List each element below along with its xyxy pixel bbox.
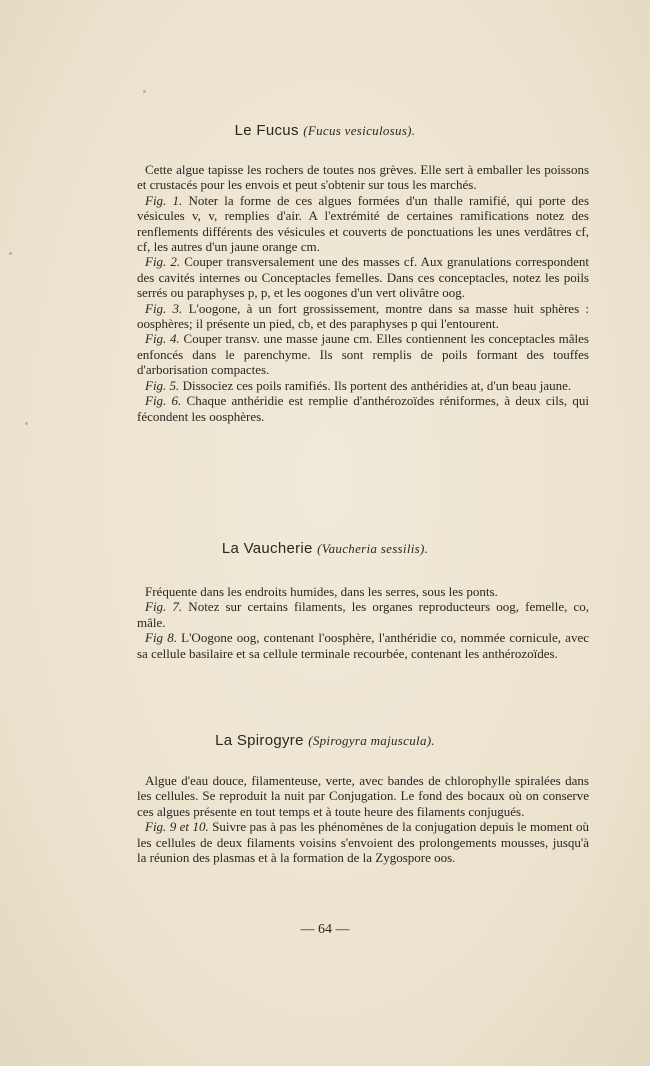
paragraph-text: L'Oogone oog, contenant l'oosphère, l'anthéridie co, nommée cornicule, avec sa cellule basilaire et sa cellule terminale recourbée, contenant les anthérozoïdes.: [137, 630, 589, 661]
paragraph-text: Dissociez ces poils ramifiés. Ils portent des anthéridies at, d'un beau jaune.: [179, 377, 572, 393]
section-body-vaucherie: [137, 584, 589, 661]
section-title-text: La Vaucherie: [221, 540, 313, 557]
figure-paragraph: [137, 599, 589, 630]
figure-ref: Fig. 7.: [145, 599, 183, 615]
paper-speck: [25, 422, 28, 425]
paragraph: Fréquente dans les endroits humides, dans les serres, sous les ponts.: [145, 584, 498, 599]
section-title-vaucherie: [0, 540, 650, 557]
paper-speck: [9, 252, 12, 255]
paragraph-text: Couper transversalement une des masses cf. Aux granulations correspondent des cavités internes ou Conceptacles femelles. Dans ces conceptacles, notez les poils serrés ou paraphyses p, p, et les oogones d'un vert olivâtre oog.: [137, 254, 589, 301]
figure-paragraph: [137, 331, 589, 377]
section-title-spirogyre: [0, 732, 650, 749]
figure-ref: Fig. 6.: [145, 393, 182, 409]
paragraph-text: Noter la forme de ces algues formées d'un thalle ramifié, qui porte des vésicules v, v, remplies d'air. A l'extrémité de certaines ramifications notez des renflements différents des vésicules et couverts de ponctuations les unes verdâtres cf, cf, les autres d'un jaune orange cm.: [137, 192, 590, 255]
scientific-name: (Fucus vesiculosus).: [303, 123, 416, 138]
figure-paragraph: [137, 378, 589, 393]
paragraph-text: L'oogone, à un fort grossissement, montre dans sa masse huit sphères : oosphères; il présente un pied, cb, et des paraphyses p qui l'entourent.: [137, 300, 589, 332]
paper-speck: [143, 90, 146, 93]
figure-ref: Fig. 1.: [145, 192, 183, 208]
scientific-name: (Spirogyra majuscula).: [308, 733, 435, 748]
figure-ref: Fig. 2.: [145, 254, 181, 270]
paragraph-text: Notez sur certains filaments, les organes reproducteurs oog, femelle, co, mâle.: [137, 599, 589, 630]
paragraph: Algue d'eau douce, filamenteuse, verte, avec bandes de chlorophylle spiralées dans les cellules. Se reproduit la nuit par Conjugation. Le fond des bocaux où on conserve ces algues présente en tout temps et à toute heure des filaments conjugués.: [137, 773, 589, 819]
section-title-text: La Spirogyre: [215, 732, 304, 749]
figure-paragraph: [137, 630, 589, 661]
figure-ref: Fig. 4.: [145, 331, 180, 347]
figure-paragraph: [137, 301, 589, 332]
figure-paragraph: [137, 393, 589, 424]
section-title-text: Le Fucus: [234, 122, 299, 139]
paragraph-text: Couper transv. une masse jaune cm. Elles contiennent les conceptacles mâles enfoncés dans le parenchyme. Ils sont remplis de poils formant des touffes d'arborisation compactes.: [137, 331, 589, 378]
scientific-name: (Vaucheria sessilis).: [317, 541, 429, 556]
figure-ref: Fig. 3.: [145, 300, 183, 316]
figure-ref: Fig 8.: [145, 630, 177, 646]
paragraph: Cette algue tapisse les rochers de toutes nos grèves. Elle sert à emballer les poissons et crustacés pour les envois et peut s'obtenir sur tous les marchés.: [137, 162, 589, 193]
figure-paragraph: [137, 819, 589, 865]
page-number: — 64 —: [300, 922, 350, 937]
figure-paragraph: [137, 193, 589, 255]
section-title-fucus: [0, 122, 650, 139]
paragraph-text: Suivre pas à pas les phénomènes de la conjugation depuis le moment où les cellules de deux filaments voisins s'envoient des prolongements mousses, jusqu'à la réunion des plasmas et à la formation de la Zygospore oos.: [137, 819, 590, 866]
figure-ref: Fig. 5.: [145, 377, 180, 393]
figure-paragraph: [137, 254, 589, 300]
section-body-fucus: [137, 162, 589, 424]
paragraph-text: Chaque anthéridie est remplie d'anthérozoïdes réniformes, à deux cils, qui fécondent les oosphères.: [137, 393, 589, 424]
section-body-spirogyre: [137, 773, 589, 865]
figure-ref: Fig. 9 et 10.: [145, 819, 209, 835]
